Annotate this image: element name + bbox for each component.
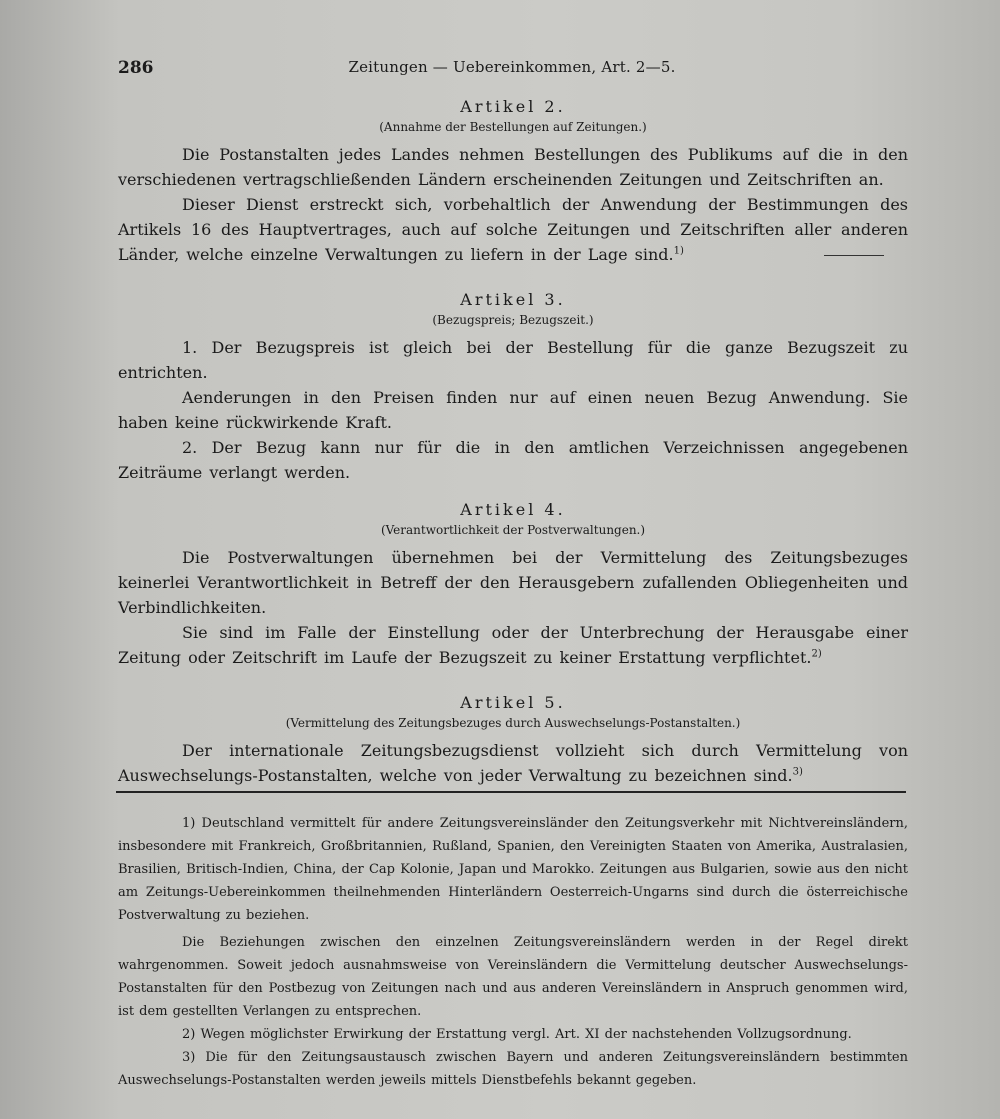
footnote-ref: 3)	[792, 766, 803, 778]
footnote-divider	[116, 791, 906, 793]
spacer	[118, 670, 908, 684]
article-4	[118, 499, 908, 670]
footnote-2: 2) Wegen möglichster Erwirkung der Erstattung vergl. Art. XI der nachstehenden Vollzugsordnung.	[182, 1027, 852, 1042]
article-paragraph	[118, 738, 908, 788]
paragraph-text: Dieser Dienst erstreckt sich, vorbehaltlich der Anwendung der Bestimmungen des Artikels 16 des Hauptvertrages, auch auf solche Zeitungen und Zeitschriften aller anderen Länder, welche einzelne Verwaltungen zu liefern in der Lage sind.	[118, 195, 908, 264]
article-title: Artikel 5.	[460, 693, 566, 712]
article-title: Artikel 3.	[460, 290, 566, 309]
footnote-ref: 1)	[673, 245, 684, 257]
footnote-1: 1) Deutschland vermittelt für andere Zeitungsvereinsländer den Zeitungsverkehr mit Nichtvereinsländern, insbesondere mit Frankreich, Großbritannien, Rußland, Spanien, den Vereinigten Staaten von Amerika, Australasien, Brasilien, Britisch-Indien, China, der Cap Kolonie, Japan und Marokko. Zeitungen aus Bulgarien, sowie aus den nicht am Zeitungs-Uebereinkommen theilnehmenden Hinterländern Oesterreich-Ungarns sind durch die österreichische Postverwaltung zu beziehen.	[118, 816, 908, 923]
spacer	[118, 281, 908, 289]
spacer	[118, 485, 908, 499]
footnote-3: 3) Die für den Zeitungsaustausch zwischen Bayern und anderen Zeitungsvereinsländern bestimmten Auswechselungs-Postanstalten werden jeweils mittels Dienstbefehls bekannt gegeben.	[118, 1050, 908, 1088]
article-paragraph: Aenderungen in den Preisen finden nur auf einen neuen Bezug Anwendung. Sie haben keine rückwirkende Kraft.	[118, 388, 908, 432]
spacer	[118, 684, 908, 692]
footnotes	[118, 812, 908, 1092]
article-title: Artikel 2.	[460, 97, 566, 116]
main-text	[118, 96, 908, 788]
article-3	[118, 289, 908, 485]
article-paragraph: 2. Der Bezug kann nur für die in den amtlichen Verzeichnissen angegebenen Zeiträume verlangt werden.	[118, 438, 908, 482]
article-subtitle: (Vermittelung des Zeitungsbezuges durch Auswechselungs-Postanstalten.)	[285, 716, 741, 730]
article-2	[118, 96, 908, 267]
running-head: Zeitungen — Uebereinkommen, Art. 2—5.	[348, 58, 676, 76]
article-5	[118, 692, 908, 788]
footnote-ref: 2)	[811, 648, 822, 660]
page-header	[118, 58, 906, 82]
paragraph-text: Sie sind im Falle der Einstellung oder der Unterbrechung der Herausgabe einer Zeitung oder Zeitschrift im Laufe der Bezugszeit zu keiner Erstattung verpflichtet.	[118, 623, 908, 667]
article-subtitle: (Annahme der Bestellungen auf Zeitungen.)	[379, 120, 647, 134]
article-paragraph	[118, 192, 908, 267]
article-paragraph: Die Postverwaltungen übernehmen bei der Vermittelung des Zeitungsbezuges keinerlei Verantwortlichkeit in Betreff der den Herausgebern zufallenden Obliegenheiten und Verbindlichkeiten.	[118, 548, 908, 617]
article-subtitle: (Bezugspreis; Bezugszeit.)	[432, 313, 594, 327]
article-title: Artikel 4.	[460, 500, 566, 519]
article-subtitle: (Verantwortlichkeit der Postverwaltungen.)	[380, 523, 646, 537]
page-number: 286	[118, 58, 154, 78]
paragraph-text: Der internationale Zeitungsbezugsdienst vollzieht sich durch Vermittelung von Auswechselungs-Postanstalten, welche von jeder Verwaltung zu bezeichnen sind.	[118, 741, 908, 785]
section-divider	[824, 255, 884, 256]
footnote-1-continued: Die Beziehungen zwischen den einzelnen Zeitungsvereinsländern werden in der Regel direkt wahrgenommen. Soweit jedoch ausnahmsweise von Vereinsländern die Vermittelung deutscher Auswechselungs-Postanstalten für den Postbezug von Zeitungen nach und aus anderen Vereinsländern in Anspruch genommen wird, ist dem gestellten Verlangen zu entsprechen.	[118, 935, 908, 1019]
article-paragraph	[118, 620, 908, 670]
article-paragraph: 1. Der Bezugspreis ist gleich bei der Bestellung für die ganze Bezugszeit zu entrichten.	[118, 338, 908, 382]
article-paragraph: Die Postanstalten jedes Landes nehmen Bestellungen des Publikums auf die in den verschiedenen vertragschließenden Ländern erscheinenden Zeitungen und Zeitschriften an.	[118, 145, 908, 189]
spacer	[118, 267, 908, 281]
